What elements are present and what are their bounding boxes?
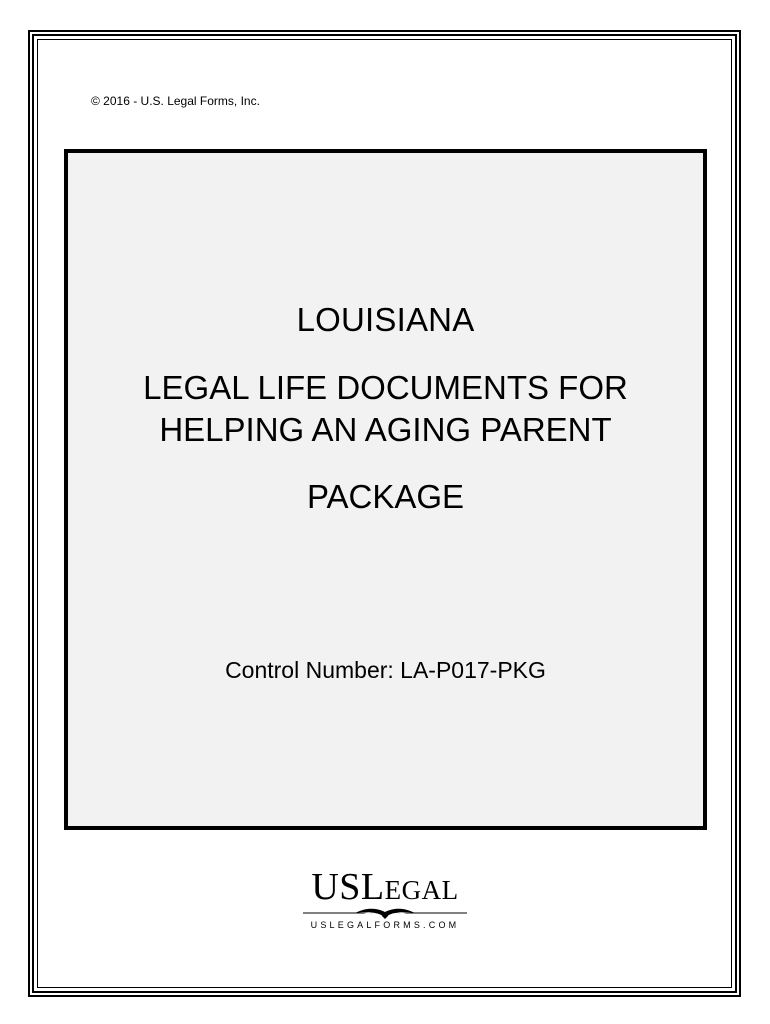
eagle-wings-icon [303,906,467,920]
package-label: PACKAGE [306,478,465,515]
document-title-line-1: LEGAL LIFE DOCUMENTS FOR [143,369,628,406]
logo-url: USLEGALFORMS.COM [310,920,460,930]
document-title-line-2: HELPING AN AGING PARENT [159,411,612,448]
document-title [68,367,703,451]
state-title: LOUISIANA [296,301,475,338]
cover-panel [64,149,707,830]
copyright-notice: © 2016 - U.S. Legal Forms, Inc. [91,94,260,108]
uslegal-logo [285,868,485,938]
control-number: Control Number: LA-P017-PKG [225,657,546,683]
logo-wordmark: USLegal [311,866,459,908]
